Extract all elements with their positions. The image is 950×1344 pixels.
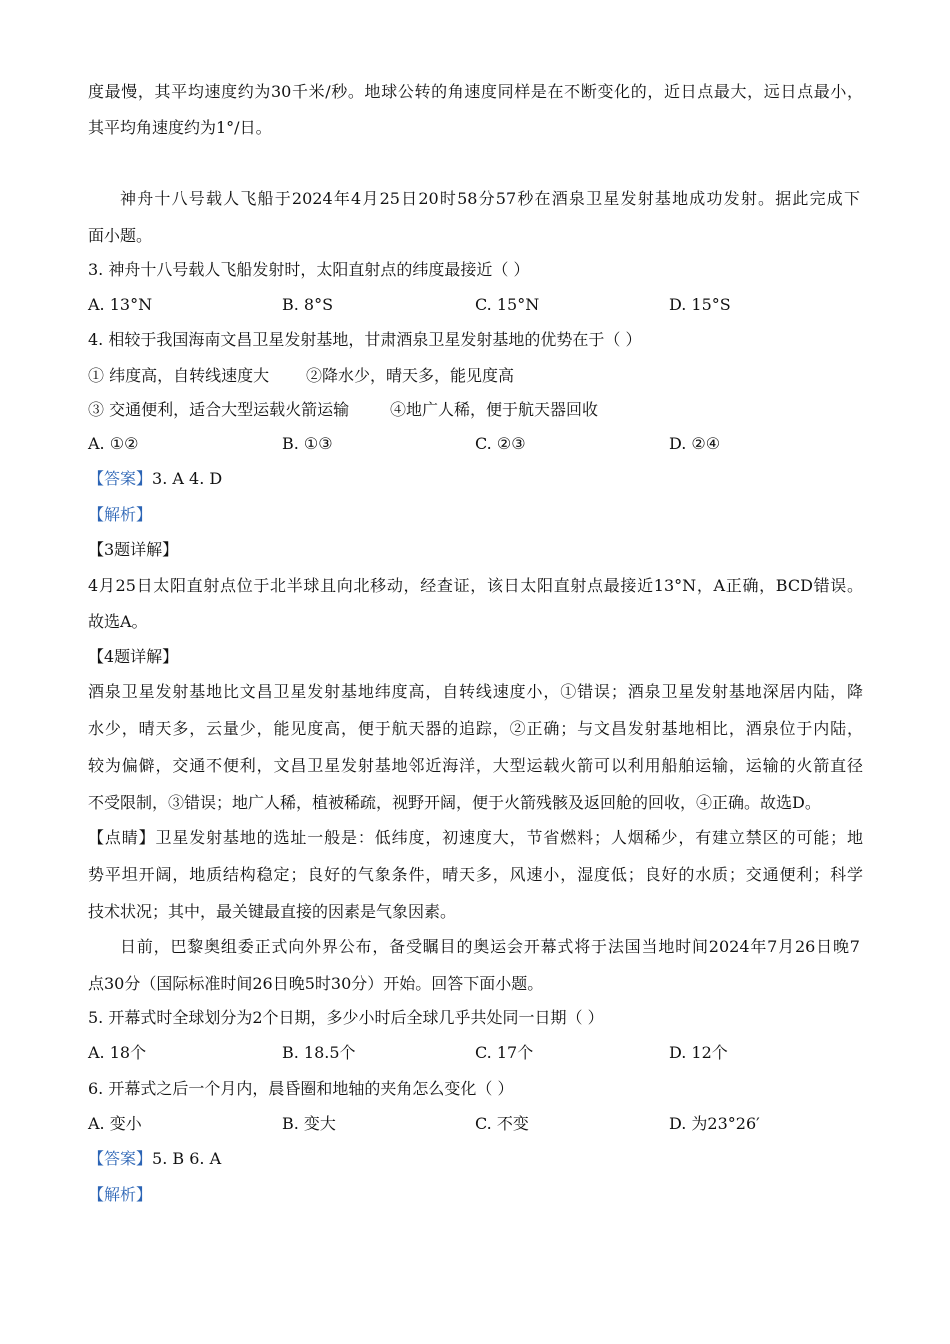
tip-line-1: 【点睛】卫星发射基地的选址一般是：低纬度，初速度大，节省燃料；人烟稀少，有建立禁区的可能；地 xyxy=(88,828,863,847)
answer-text: 5. B 6. A xyxy=(152,1149,222,1168)
q3-option-c: C. 15°N xyxy=(475,295,540,314)
question-5-stem: 5. 开幕式时全球划分为2个日期，多少小时后全球几乎共处同一日期（ ） xyxy=(88,1008,604,1027)
passage1-line-2: 面小题。 xyxy=(88,226,153,245)
q3-option-b: B. 8°S xyxy=(282,295,334,314)
detail-4-line-1: 酒泉卫星发射基地比文昌卫星发射基地纬度高，自转线速度小，①错误；酒泉卫星发射基地深居内陆，降 xyxy=(88,682,863,701)
q6-option-a: A. 变小 xyxy=(88,1114,142,1133)
answer-text: 3. A 4. D xyxy=(152,469,223,488)
intro-line-1: 度最慢，其平均速度约为30千米/秒。地球公转的角速度同样是在不断变化的，近日点最大，远日点最小， xyxy=(88,82,863,101)
q4-item-4: ④地广人稀，便于航天器回收 xyxy=(390,400,599,419)
detail-4-line-4: 不受限制，③错误；地广人稀，植被稀疏，视野开阔，便于火箭残骸及返回舱的回收，④正确。故选D。 xyxy=(88,793,821,812)
detail-3-title: 【3题详解】 xyxy=(88,540,179,559)
q4-option-d: D. ②④ xyxy=(669,434,721,453)
q6-option-b: B. 变大 xyxy=(282,1114,336,1133)
analysis-tag: 【解析】 xyxy=(88,1185,153,1204)
q4-option-a: A. ①② xyxy=(88,434,139,453)
q5-option-a: A. 18个 xyxy=(88,1043,147,1062)
passage1-line-1: 神舟十八号载人飞船于2024年4月25日20时58分57秒在酒泉卫星发射基地成功发射。据此完成下 xyxy=(120,189,860,208)
q4-item-1: ① 纬度高，自转线速度大 xyxy=(88,366,270,385)
tip-line-2: 势平坦开阔，地质结构稳定；良好的气象条件，晴天多，风速小，湿度低；良好的水质；交通便利；科学 xyxy=(88,865,863,884)
q5-option-d: D. 12个 xyxy=(669,1043,728,1062)
detail-4-line-3: 较为偏僻，交通不便利，文昌卫星发射基地邻近海洋，大型运载火箭可以利用船舶运输，运输的火箭直径 xyxy=(88,756,863,775)
analysis-tag: 【解析】 xyxy=(88,505,153,524)
q6-option-d: D. 为23°26′ xyxy=(669,1114,760,1133)
tip-line-3: 技术状况；其中，最关键最直接的因素是气象因素。 xyxy=(88,902,457,921)
passage2-line-1: 日前，巴黎奥组委正式向外界公布，备受瞩目的奥运会开幕式将于法国当地时间2024年7月26日晚7 xyxy=(120,937,860,956)
answer-tag: 【答案】 xyxy=(88,469,153,488)
q4-item-2: ②降水少，晴天多，能见度高 xyxy=(306,366,515,385)
intro-line-2: 其平均角速度约为1°/日。 xyxy=(88,118,272,137)
q4-item-3: ③ 交通便利，适合大型运载火箭运输 xyxy=(88,400,350,419)
question-6-stem: 6. 开幕式之后一个月内，晨昏圈和地轴的夹角怎么变化（ ） xyxy=(88,1079,514,1098)
q5-option-b: B. 18.5个 xyxy=(282,1043,356,1062)
passage2-line-2: 点30分（国际标准时间26日晚5时30分）开始。回答下面小题。 xyxy=(88,974,544,993)
q6-option-c: C. 不变 xyxy=(475,1114,529,1133)
question-4-stem: 4. 相较于我国海南文昌卫星发射基地，甘肃酒泉卫星发射基地的优势在于（ ） xyxy=(88,330,642,349)
detail-3-line-1: 4月25日太阳直射点位于北半球且向北移动，经查证，该日太阳直射点最接近13°N，A正确，BCD错误。 xyxy=(88,576,863,595)
detail-3-line-2: 故选A。 xyxy=(88,612,148,631)
q4-option-c: C. ②③ xyxy=(475,434,526,453)
q4-option-b: B. ①③ xyxy=(282,434,333,453)
answer-block-1 xyxy=(88,469,863,489)
q3-option-d: D. 15°S xyxy=(669,295,731,314)
detail-4-line-2: 水少，晴天多，云量少，能见度高，便于航天器的追踪，②正确；与文昌发射基地相比，酒泉位于内陆， xyxy=(88,719,863,738)
detail-4-title: 【4题详解】 xyxy=(88,647,179,666)
answer-tag: 【答案】 xyxy=(88,1149,153,1168)
q5-option-c: C. 17个 xyxy=(475,1043,534,1062)
answer-block-2 xyxy=(88,1149,863,1169)
q3-option-a: A. 13°N xyxy=(88,295,153,314)
question-3-stem: 3. 神舟十八号载人飞船发射时，太阳直射点的纬度最接近（ ） xyxy=(88,260,530,279)
